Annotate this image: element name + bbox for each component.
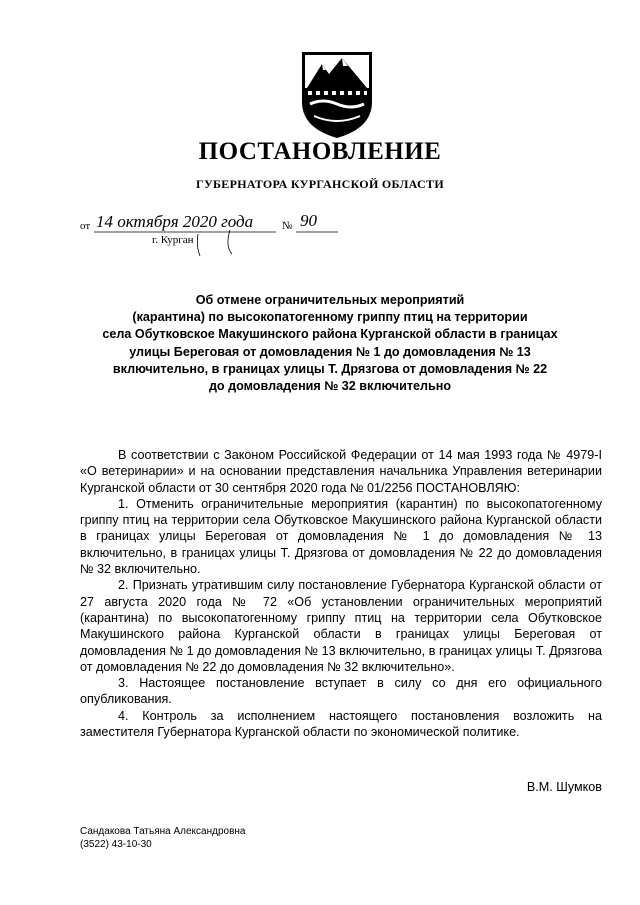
date-number-line (80, 210, 380, 258)
document-subject-heading (80, 292, 580, 395)
executor-name: Сандакова Татьяна Александровна (80, 826, 246, 837)
clause-1-paragraph: 1. Отменить ограничительные мероприятия (карантин) по высокопатогенному гриппу птиц на территории села Обутковское Макушинского района Курганской области в границах улицы Береговая от домовладения № 1 до домовладения № 13 включительно, в границах улицы Т. Дрязгова от домовладения № 22 до домовладения № 32 включительно. (80, 496, 602, 577)
heading-line: (карантина) по высокопатогенному гриппу птиц на территории (132, 310, 528, 325)
heading-line: улицы Береговая от домовладения № 1 до домовладения № 13 (129, 344, 531, 359)
signatory-name: В.М. Шумков (526, 780, 602, 794)
executor-phone: (3522) 43-10-30 (80, 839, 152, 850)
heading-line: включительно, в границах улицы Т. Дрязгова от домовладения № 22 (112, 361, 548, 376)
number-label: № (282, 220, 293, 232)
executor-block (80, 825, 245, 851)
document-body (80, 447, 602, 740)
handwritten-date: 14 октября 2020 года (96, 212, 254, 231)
clause-3-paragraph: 3. Настоящее постановление вступает в силу со дня его официального опубликования. (80, 676, 602, 707)
city-label: г. Курган (152, 234, 194, 246)
issuer-subtitle: ГУБЕРНАТОРА КУРГАНСКОЙ ОБЛАСТИ (196, 177, 444, 191)
preamble-paragraph: В соответствии с Законом Российской Федерации от 14 мая 1993 года № 4979-I «О ветеринарии» и на основании представления начальника Управления ветеринарии Курганской области от 30 сентября 2020 года № 01/2256 ПОСТАНОВЛЯЮ: (80, 448, 602, 495)
coat-of-arms-icon (296, 48, 378, 140)
document-type-title: ПОСТАНОВЛЕНИЕ (198, 138, 442, 165)
clause-4-paragraph: 4. Контроль за исполнением настоящего постановления возложить на заместителя Губернатора Курганской области по экономической политике. (80, 708, 602, 740)
date-from-label: от (80, 220, 91, 232)
handwritten-number: 90 (300, 211, 317, 230)
heading-line: села Обутковское Макушинского района Курганской области в границах (102, 327, 558, 342)
heading-line: до домовладения № 32 включительно (208, 379, 452, 394)
clause-2-paragraph: 2. Признать утратившим силу постановление Губернатора Курганской области от 27 августа 2020 года № 72 «Об установлении ограничительных мероприятий (карантина) по высокопатогенному гриппу птиц на территории села Обутковское Макушинского района Курганской области в границах улицы Береговая от домовладения № 1 до домовладения № 13 включительно, в границах улицы Т. Дрязгова от домовладения № 22 до домовладения № 32 включительно». (80, 578, 602, 674)
heading-line: Об отмене ограничительных мероприятий (195, 293, 465, 307)
